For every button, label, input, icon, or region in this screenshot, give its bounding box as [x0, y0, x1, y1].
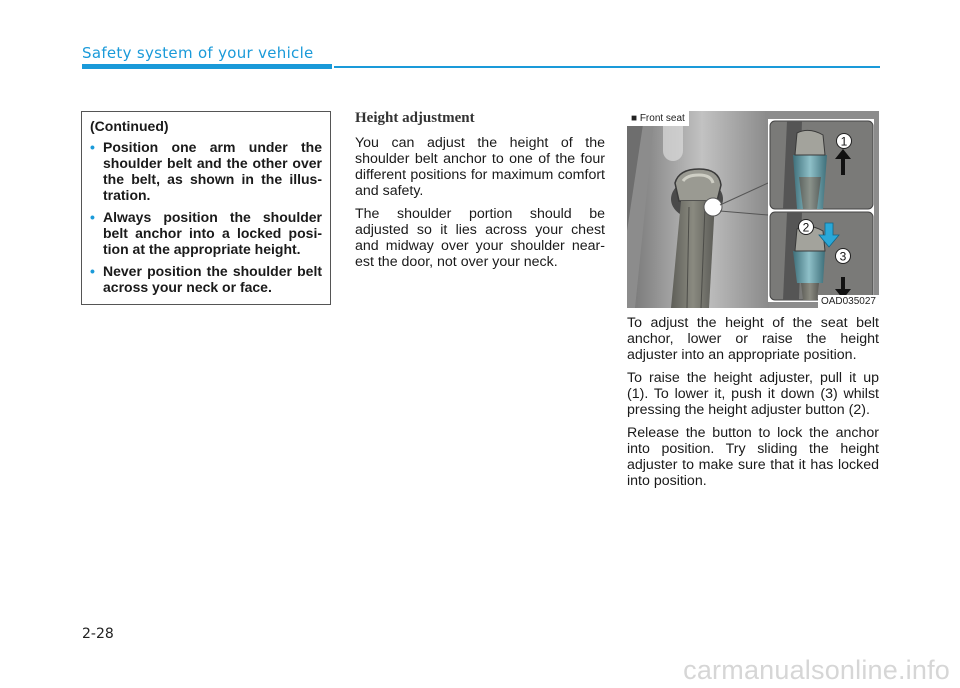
- callout-layer: [627, 111, 879, 308]
- bullet-icon: •: [90, 139, 95, 155]
- callout-2-icon: [799, 220, 814, 235]
- warning-item: [90, 263, 322, 295]
- bullet-icon: •: [90, 209, 95, 225]
- warning-item: [90, 139, 322, 203]
- callout-number: 1: [840, 134, 848, 149]
- warning-item: [90, 209, 322, 257]
- section-title: Safety system of your vehicle: [82, 44, 314, 62]
- warning-list: [90, 139, 322, 295]
- callout-1-icon: [837, 134, 852, 149]
- header-accent-bar: [82, 64, 332, 69]
- callout-number: 2: [802, 220, 810, 235]
- warning-item-text: Position one arm under the shoulder belt and the other over the belt, as shown in the illus-tration.: [103, 139, 322, 203]
- warning-item-text: Never position the shoulder belt across your neck or face.: [103, 263, 322, 295]
- body-paragraph: Release the button to lock the anchor into position. Try sliding the height adjuster to make sure that it has locked into position.: [627, 425, 879, 489]
- body-paragraph: The shoulder portion should be adjusted so it lies across your chest and midway over your shoulder near-est the door, not over your neck.: [355, 206, 605, 270]
- watermark: carmanualsonline.info: [683, 655, 950, 685]
- body-paragraph: To raise the height adjuster, pull it up (1). To lower it, push it down (3) whilst pressing the height adjuster button (2).: [627, 370, 879, 418]
- page-number: 2-28: [82, 626, 114, 642]
- right-column: [627, 315, 879, 496]
- figure-code: OAD035027: [818, 295, 879, 308]
- warning-item-text: Always position the shoulder belt anchor into a locked posi-tion at the appropriate height.: [103, 209, 322, 257]
- body-paragraph: To adjust the height of the seat belt anchor, lower or raise the height adjuster into an appropriate position.: [627, 315, 879, 363]
- callout-3-icon: [836, 249, 851, 264]
- figure-caption-label: ■ Front seat: [627, 111, 689, 126]
- warning-continued-label: (Continued): [90, 118, 169, 134]
- callout-number: 3: [839, 249, 847, 264]
- seat-belt-illustration: [627, 111, 879, 308]
- warning-box: [81, 111, 331, 305]
- header-rule: [334, 66, 880, 68]
- section-heading: Height adjustment: [355, 110, 475, 126]
- bullet-icon: •: [90, 263, 95, 279]
- body-paragraph: You can adjust the height of the shoulder belt anchor to one of the four different positions for maximum comfort and safety.: [355, 135, 605, 199]
- main-column: [355, 110, 605, 277]
